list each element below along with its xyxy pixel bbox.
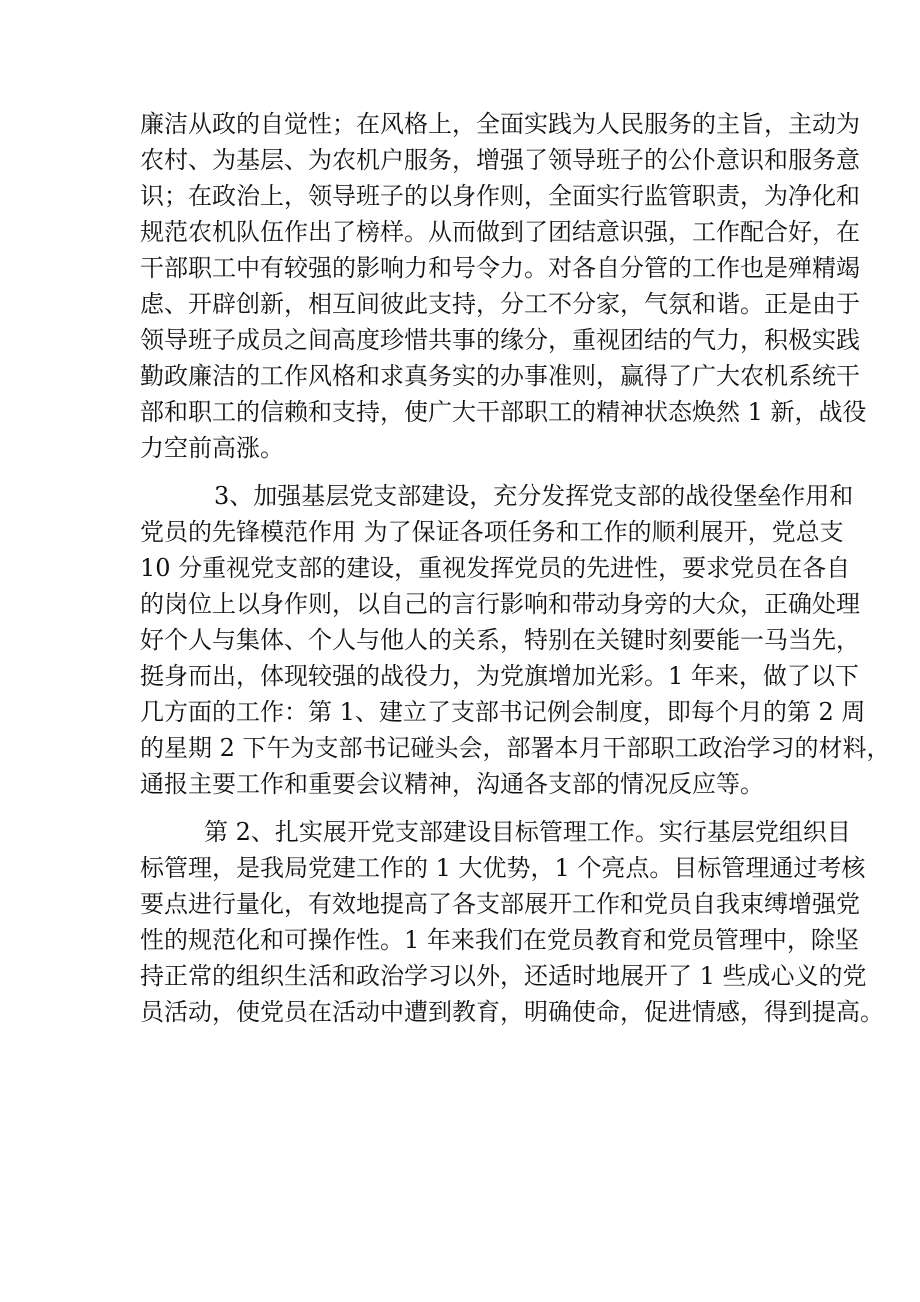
- text-line: 廉洁从政的自觉性；在风格上，全面实践为人民服务的主旨，主动为: [140, 110, 860, 138]
- text-line: 干部职工中有较强的影响力和号令力。对各自分管的工作也是殚精竭: [140, 254, 860, 282]
- text-line: 的星期 2 下午为支部书记碰头会，部署本月干部职工政治学习的材料，: [140, 734, 891, 762]
- text-line: 的岗位上以身作则，以自己的言行影响和带动身旁的大众，正确处理: [140, 590, 860, 618]
- paragraph-leadership: [140, 106, 867, 466]
- text-line: 员活动，使党员在活动中遭到教育，明确使命，促进情感，得到提高。: [140, 998, 884, 1026]
- text-line: 第 2、扎实展开党支部建设目标管理工作。实行基层党组织目: [204, 818, 851, 846]
- text-line: 通报主要工作和重要会议精神，沟通各支部的情况反应等。: [140, 770, 764, 798]
- document-body: [140, 106, 891, 1030]
- text-line: 要点进行量化，有效地提高了各支部展开工作和党员自我束缚增强党: [140, 890, 860, 918]
- paragraph-party-branch: [140, 478, 891, 802]
- text-line: 领导班子成员之间高度珍惜共事的缘分，重视团结的气力，积极实践: [140, 326, 860, 354]
- text-line: 标管理，是我局党建工作的 1 大优势，1 个亮点。目标管理通过考核: [140, 854, 866, 882]
- text-line: 虑、开辟创新，相互间彼此支持，分工不分家，气氛和谐。正是由于: [140, 290, 860, 318]
- text-line: 部和职工的信赖和支持，使广大干部职工的精神状态焕然 1 新，战役: [140, 398, 867, 426]
- text-line: 10 分重视党支部的建设，重视发挥党员的先进性，要求党员在各自: [140, 554, 851, 582]
- text-line: 勤政廉洁的工作风格和求真务实的办事准则，赢得了广大农机系统干: [140, 362, 860, 390]
- text-line: 党员的先锋模范作用 为了保证各项任务和工作的顺利展开，党总支: [140, 518, 844, 546]
- text-line: 挺身而出，体现较强的战役力，为党旗增加光彩。1 年来，做了以下: [140, 662, 859, 690]
- text-line: 好个人与集体、个人与他人的关系，特别在关键时刻要能一马当先，: [140, 626, 860, 654]
- text-line: 力空前高涨。: [140, 434, 284, 462]
- section-heading-line: 3、加强基层党支部建设，充分发挥党支部的战役堡垒作用和: [214, 482, 854, 510]
- text-line: 农村、为基层、为农机户服务，增强了领导班子的公仆意识和服务意: [140, 146, 860, 174]
- text-line: 持正常的组织生活和政治学习以外，还适时地展开了 1 些成心义的党: [140, 962, 867, 990]
- text-line: 识；在政治上，领导班子的以身作则，全面实行监管职责，为净化和: [140, 182, 860, 210]
- text-line: 规范农机队伍作出了榜样。从而做到了团结意识强，工作配合好，在: [140, 218, 860, 246]
- text-line: 几方面的工作：第 1、建立了支部书记例会制度，即每个月的第 2 周: [140, 698, 866, 726]
- paragraph-target-management: [140, 814, 884, 1030]
- text-line: 性的规范化和可操作性。1 年来我们在党员教育和党员管理中，除坚: [140, 926, 859, 954]
